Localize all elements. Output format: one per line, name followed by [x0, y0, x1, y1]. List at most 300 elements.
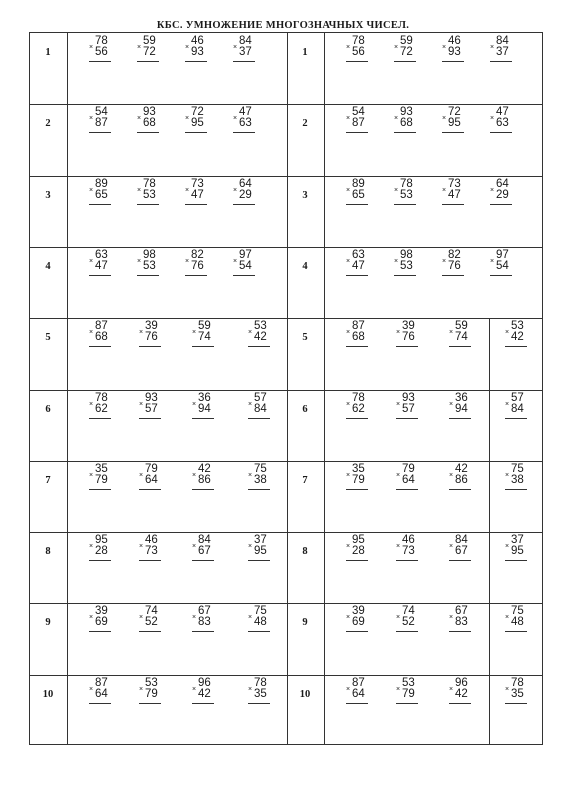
- answer-line: [192, 560, 214, 561]
- answer-line: [89, 132, 111, 133]
- multiplication-problem: [248, 321, 274, 347]
- multiplicand: 84: [198, 534, 211, 547]
- multiply-sign: ×: [346, 44, 351, 51]
- answer-line: [449, 346, 471, 347]
- multiplicand: 93: [145, 391, 158, 404]
- multiply-sign: ×: [248, 329, 253, 337]
- multiplication-problem: [449, 678, 475, 704]
- multiplication-problem: [505, 321, 531, 347]
- multiplier: 47: [448, 188, 461, 201]
- row-number: 1: [45, 47, 51, 58]
- multiply-sign: ×: [185, 257, 190, 265]
- multiplier: 76: [145, 331, 158, 344]
- row-divider: [30, 461, 542, 462]
- multiplication-problem: [346, 179, 372, 205]
- multiply-sign: ×: [346, 115, 351, 123]
- answer-line: [89, 61, 111, 62]
- answer-line: [449, 703, 471, 704]
- multiplication-problem: [139, 393, 165, 419]
- multiplication-problem: [490, 107, 516, 133]
- answer-line: [505, 346, 527, 347]
- row-number: 2: [45, 118, 51, 130]
- answer-line: [346, 489, 368, 490]
- multiplication-problem: [346, 36, 372, 62]
- multiplier: 57: [402, 402, 415, 415]
- multiplication-problem: [89, 678, 115, 704]
- multiplicand: 53: [511, 320, 524, 333]
- multiply-sign: ×: [449, 685, 454, 693]
- multiplicand: 97: [496, 248, 509, 261]
- multiplier: 56: [95, 46, 108, 58]
- multiplication-problem: [505, 606, 531, 632]
- answer-line: [89, 346, 111, 347]
- multiplier: 76: [448, 259, 461, 272]
- multiplication-problem: [396, 606, 422, 632]
- multiply-sign: ×: [139, 400, 144, 408]
- multiplicand: 97: [239, 248, 252, 261]
- multiplier: 73: [402, 545, 415, 558]
- row-number: 10: [299, 688, 311, 700]
- multiplication-problem: [185, 107, 211, 133]
- multiply-sign: ×: [139, 471, 144, 479]
- row-divider: [30, 318, 542, 319]
- multiplier: 37: [239, 46, 252, 58]
- multiplier: 95: [511, 545, 524, 558]
- answer-line: [137, 204, 159, 205]
- row-number: 10: [42, 688, 54, 700]
- multiplicand: 95: [95, 534, 108, 547]
- multiplication-problem: [346, 606, 372, 632]
- multiplicand: 87: [352, 320, 365, 333]
- multiplicand: 89: [95, 177, 108, 190]
- answer-line: [442, 275, 464, 276]
- answer-line: [346, 346, 368, 347]
- multiply-sign: ×: [192, 329, 197, 337]
- multiplication-problem: [449, 321, 475, 347]
- multiplier: 87: [95, 117, 108, 130]
- multiply-sign: ×: [192, 400, 197, 408]
- multiplier: 28: [352, 545, 365, 558]
- multiply-sign: ×: [396, 543, 401, 551]
- multiplication-problem: [192, 393, 218, 419]
- multiplicand: 95: [352, 534, 365, 547]
- multiply-sign: ×: [346, 614, 351, 622]
- multiplication-problem: [396, 678, 422, 704]
- answer-line: [192, 703, 214, 704]
- multiply-sign: ×: [394, 257, 399, 265]
- multiplicand: 75: [511, 462, 524, 475]
- answer-line: [346, 204, 368, 205]
- multiply-sign: ×: [137, 257, 142, 265]
- multiplier: 95: [191, 117, 204, 130]
- multiplier: 52: [402, 616, 415, 629]
- multiplier: 93: [191, 46, 204, 58]
- multiply-sign: ×: [185, 44, 190, 51]
- answer-line: [346, 631, 368, 632]
- multiply-sign: ×: [248, 614, 253, 622]
- multiplication-problem: [89, 36, 115, 62]
- multiplier: 47: [95, 259, 108, 272]
- multiplicand: 59: [143, 35, 156, 47]
- multiply-sign: ×: [505, 400, 510, 408]
- multiplier: 65: [352, 188, 365, 201]
- multiplier: 56: [352, 46, 365, 58]
- answer-line: [449, 489, 471, 490]
- multiplicand: 67: [455, 605, 468, 618]
- multiplication-problem: [505, 678, 531, 704]
- multiplication-problem: [396, 535, 422, 561]
- row-number: 3: [302, 189, 308, 201]
- multiplication-problem: [394, 36, 420, 62]
- answer-line: [505, 631, 527, 632]
- multiplication-problem: [137, 250, 163, 276]
- answer-line: [346, 560, 368, 561]
- multiplicand: 84: [455, 534, 468, 547]
- multiplicand: 57: [511, 391, 524, 404]
- multiplier: 94: [455, 402, 468, 415]
- multiplication-problem: [89, 464, 115, 490]
- multiply-sign: ×: [89, 543, 94, 551]
- multiplier: 57: [145, 402, 158, 415]
- multiplier: 79: [402, 687, 415, 700]
- multiplicand: 75: [511, 605, 524, 618]
- multiplication-problem: [139, 606, 165, 632]
- multiplication-problem: [394, 107, 420, 133]
- multiplicand: 79: [402, 462, 415, 475]
- multiplier: 68: [400, 117, 413, 130]
- multiplier: 42: [254, 331, 267, 344]
- multiplication-problem: [89, 606, 115, 632]
- row-number: 5: [302, 332, 308, 344]
- multiply-sign: ×: [233, 44, 238, 51]
- multiply-sign: ×: [192, 543, 197, 551]
- multiply-sign: ×: [192, 471, 197, 479]
- multiplier: 64: [95, 687, 108, 700]
- multiply-sign: ×: [233, 257, 238, 265]
- multiplicand: 59: [455, 320, 468, 333]
- multiplication-problem: [394, 250, 420, 276]
- multiplier: 76: [402, 331, 415, 344]
- answer-line: [89, 204, 111, 205]
- multiplicand: 72: [191, 106, 204, 119]
- multiply-sign: ×: [396, 471, 401, 479]
- answer-line: [185, 132, 207, 133]
- multiplier: 93: [448, 46, 461, 58]
- multiplication-problem: [490, 250, 516, 276]
- answer-line: [442, 132, 464, 133]
- multiplication-problem: [89, 250, 115, 276]
- multiply-sign: ×: [185, 186, 190, 194]
- multiply-sign: ×: [346, 257, 351, 265]
- multiplier: 54: [496, 259, 509, 272]
- multiplier: 83: [198, 616, 211, 629]
- row-divider: [30, 603, 542, 604]
- multiply-sign: ×: [248, 543, 253, 551]
- multiply-sign: ×: [442, 257, 447, 265]
- multiplicand: 87: [352, 676, 365, 689]
- row-number: 6: [45, 403, 51, 415]
- row-number: 8: [302, 546, 308, 558]
- answer-line: [396, 631, 418, 632]
- answer-line: [137, 275, 159, 276]
- multiplicand: 46: [191, 35, 204, 47]
- multiplication-problem: [248, 535, 274, 561]
- multiplicand: 78: [352, 391, 365, 404]
- multiplicand: 57: [254, 391, 267, 404]
- multiplier: 84: [511, 402, 524, 415]
- row-divider: [30, 390, 542, 391]
- multiplicand: 96: [198, 676, 211, 689]
- answer-line: [139, 703, 161, 704]
- multiplicand: 73: [448, 177, 461, 190]
- multiplicand: 79: [145, 462, 158, 475]
- left-number-divider: [67, 33, 68, 744]
- answer-line: [248, 560, 270, 561]
- answer-line: [394, 61, 416, 62]
- multiply-sign: ×: [248, 400, 253, 408]
- multiplicand: 42: [455, 462, 468, 475]
- multiplication-problem: [185, 36, 211, 62]
- multiply-sign: ×: [233, 186, 238, 194]
- answer-line: [248, 418, 270, 419]
- answer-line: [505, 560, 527, 561]
- answer-line: [137, 132, 159, 133]
- multiplicand: 63: [95, 248, 108, 261]
- answer-line: [396, 560, 418, 561]
- center-divider: [287, 33, 288, 744]
- answer-line: [139, 631, 161, 632]
- multiplier: 95: [448, 117, 461, 130]
- multiplicand: 75: [254, 605, 267, 618]
- multiplicand: 78: [95, 391, 108, 404]
- multiplication-problem: [192, 535, 218, 561]
- answer-line: [185, 275, 207, 276]
- answer-line: [192, 489, 214, 490]
- multiply-sign: ×: [449, 400, 454, 408]
- multiplier: 86: [198, 473, 211, 486]
- multiply-sign: ×: [505, 471, 510, 479]
- answer-line: [192, 346, 214, 347]
- multiplier: 48: [511, 616, 524, 629]
- multiplication-problem: [233, 179, 259, 205]
- answer-line: [185, 204, 207, 205]
- multiplication-problem: [346, 678, 372, 704]
- multiplicand: 93: [402, 391, 415, 404]
- answer-line: [89, 560, 111, 561]
- multiplier: 74: [455, 331, 468, 344]
- multiplier: 69: [95, 616, 108, 629]
- multiplicand: 39: [352, 605, 365, 618]
- row-number: 2: [302, 118, 308, 130]
- row-number: 1: [302, 47, 308, 58]
- multiplication-problem: [192, 606, 218, 632]
- multiply-sign: ×: [139, 329, 144, 337]
- row-divider: [30, 176, 542, 177]
- multiplier: 67: [198, 545, 211, 558]
- multiplication-problem: [89, 535, 115, 561]
- multiplier: 69: [352, 616, 365, 629]
- multiplicand: 46: [402, 534, 415, 547]
- multiplicand: 93: [400, 106, 413, 119]
- multiply-sign: ×: [449, 614, 454, 622]
- answer-line: [139, 489, 161, 490]
- multiplier: 53: [400, 188, 413, 201]
- multiply-sign: ×: [89, 186, 94, 194]
- multiplication-problem: [346, 464, 372, 490]
- multiplication-problem: [137, 179, 163, 205]
- row-divider: [30, 675, 542, 676]
- multiplication-problem: [248, 393, 274, 419]
- multiplicand: 39: [145, 320, 158, 333]
- multiply-sign: ×: [490, 257, 495, 265]
- multiplication-problem: [346, 107, 372, 133]
- multiplication-problem: [248, 678, 274, 704]
- multiply-sign: ×: [505, 543, 510, 551]
- answer-line: [89, 703, 111, 704]
- answer-line: [394, 204, 416, 205]
- multiplicand: 67: [198, 605, 211, 618]
- answer-line: [505, 703, 527, 704]
- multiplicand: 96: [455, 676, 468, 689]
- multiplicand: 78: [400, 177, 413, 190]
- answer-line: [248, 631, 270, 632]
- multiply-sign: ×: [442, 115, 447, 123]
- multiplication-problem: [192, 321, 218, 347]
- answer-line: [449, 631, 471, 632]
- multiply-sign: ×: [89, 329, 94, 337]
- row-divider: [30, 104, 542, 105]
- answer-line: [396, 418, 418, 419]
- answer-line: [490, 204, 512, 205]
- multiply-sign: ×: [89, 44, 94, 51]
- multiplication-problem: [442, 36, 468, 62]
- multiply-sign: ×: [442, 44, 447, 51]
- multiplicand: 78: [254, 676, 267, 689]
- multiply-sign: ×: [192, 685, 197, 693]
- multiplication-problem: [449, 464, 475, 490]
- row-number: 7: [45, 474, 51, 486]
- multiplicand: 78: [511, 676, 524, 689]
- multiplicand: 37: [511, 534, 524, 547]
- multiplication-problem: [192, 464, 218, 490]
- multiply-sign: ×: [396, 685, 401, 693]
- answer-line: [233, 132, 255, 133]
- multiply-sign: ×: [505, 329, 510, 337]
- multiply-sign: ×: [89, 614, 94, 622]
- multiplier: 62: [95, 402, 108, 415]
- multiplicand: 35: [352, 462, 365, 475]
- multiplication-problem: [89, 393, 115, 419]
- multiplier: 73: [145, 545, 158, 558]
- answer-line: [139, 346, 161, 347]
- multiply-sign: ×: [89, 400, 94, 408]
- multiply-sign: ×: [396, 400, 401, 408]
- multiplication-problem: [233, 36, 259, 62]
- row-number: 7: [302, 474, 308, 486]
- multiplicand: 39: [95, 605, 108, 618]
- multiplier: 29: [239, 188, 252, 201]
- multiplicand: 54: [352, 106, 365, 119]
- multiplicand: 63: [352, 248, 365, 261]
- answer-line: [139, 418, 161, 419]
- multiplier: 53: [143, 188, 156, 201]
- multiplicand: 78: [352, 35, 365, 47]
- multiplication-problem: [137, 36, 163, 62]
- answer-line: [346, 132, 368, 133]
- multiplicand: 82: [448, 248, 461, 261]
- answer-line: [490, 275, 512, 276]
- multiplier: 48: [254, 616, 267, 629]
- multiplication-problem: [505, 393, 531, 419]
- multiplication-problem: [185, 250, 211, 276]
- answer-line: [346, 61, 368, 62]
- multiplier: 68: [95, 331, 108, 344]
- multiplier: 72: [400, 46, 413, 58]
- multiply-sign: ×: [346, 685, 351, 693]
- multiplier: 37: [496, 46, 509, 58]
- answer-line: [346, 275, 368, 276]
- multiply-sign: ×: [139, 543, 144, 551]
- multiply-sign: ×: [346, 329, 351, 337]
- row-number: 8: [45, 546, 51, 558]
- multiplication-problem: [185, 179, 211, 205]
- multiply-sign: ×: [449, 543, 454, 551]
- answer-line: [89, 275, 111, 276]
- answer-line: [396, 489, 418, 490]
- multiplicand: 46: [448, 35, 461, 47]
- multiplier: 94: [198, 402, 211, 415]
- multiplier: 35: [254, 687, 267, 700]
- multiplicand: 47: [496, 106, 509, 119]
- answer-line: [396, 346, 418, 347]
- multiplicand: 53: [402, 676, 415, 689]
- multiplication-problem: [490, 179, 516, 205]
- multiplier: 87: [352, 117, 365, 130]
- answer-line: [396, 703, 418, 704]
- multiply-sign: ×: [346, 543, 351, 551]
- row-number: 4: [45, 260, 51, 272]
- answer-line: [185, 61, 207, 62]
- multiplicand: 39: [402, 320, 415, 333]
- multiply-sign: ×: [490, 186, 495, 194]
- multiplicand: 37: [254, 534, 267, 547]
- row-number: 5: [45, 332, 51, 344]
- row-number: 3: [45, 189, 51, 201]
- multiply-sign: ×: [139, 614, 144, 622]
- row-divider: [30, 247, 542, 248]
- multiplication-problem: [89, 107, 115, 133]
- answer-line: [89, 631, 111, 632]
- multiplier: 47: [191, 188, 204, 201]
- multiplier: 35: [511, 687, 524, 700]
- multiply-sign: ×: [89, 257, 94, 265]
- multiplier: 83: [455, 616, 468, 629]
- multiplier: 86: [455, 473, 468, 486]
- multiply-sign: ×: [137, 44, 142, 51]
- multiply-sign: ×: [490, 115, 495, 123]
- multiplier: 53: [143, 259, 156, 272]
- multiply-sign: ×: [394, 115, 399, 123]
- multiplication-problem: [396, 393, 422, 419]
- multiplier: 65: [95, 188, 108, 201]
- multiplier: 79: [352, 473, 365, 486]
- multiplication-problem: [346, 535, 372, 561]
- multiplier: 64: [402, 473, 415, 486]
- multiplication-problem: [137, 107, 163, 133]
- multiplicand: 46: [145, 534, 158, 547]
- multiplier: 54: [239, 259, 252, 272]
- multiplication-problem: [490, 36, 516, 62]
